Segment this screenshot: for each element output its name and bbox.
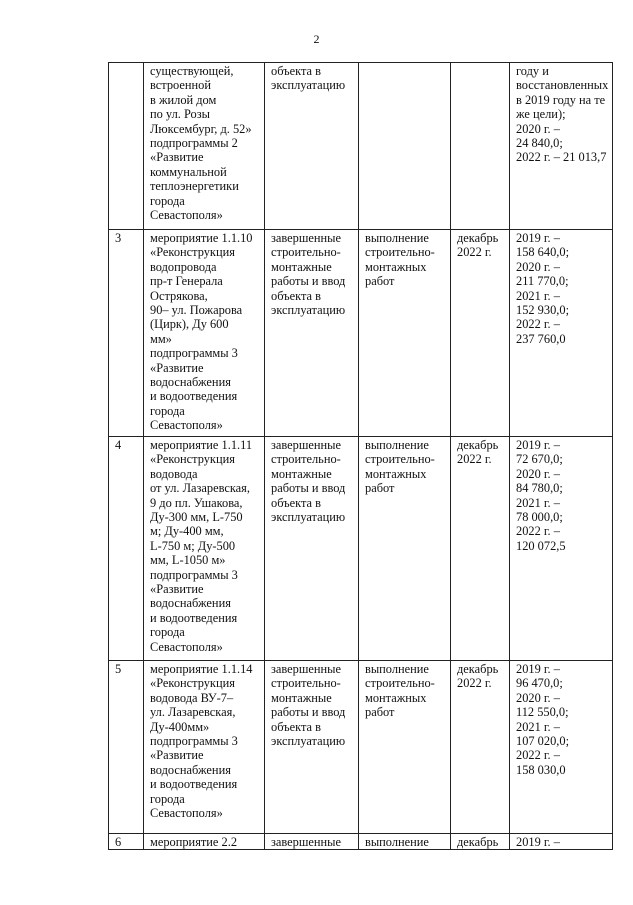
cell-text-line: подпрограммы 3	[150, 346, 238, 361]
cell-text-line: «Реконструкция	[150, 676, 235, 691]
cell-text-line: 2022 г.	[457, 245, 492, 260]
cell-text-line: водоснабжения	[150, 375, 231, 390]
cell-text-line: мм, L-1050 м»	[150, 553, 226, 568]
cell-text-line: в 2019 году на те	[516, 92, 606, 107]
row-number-cell	[109, 63, 144, 230]
deadline-cell	[451, 230, 510, 437]
cell-text-line: монтажные	[271, 466, 332, 481]
table-row	[109, 661, 613, 834]
cell-text-line: эксплуатацию	[271, 510, 346, 525]
cell-text-line: «Развитие	[150, 360, 204, 375]
funding-cell	[510, 230, 613, 437]
cell-text-line: мероприятие 1.1.10	[150, 231, 253, 245]
indicator-cell	[359, 230, 451, 437]
cell-text-line: объекта в	[271, 719, 321, 734]
measure-name-cell	[144, 437, 265, 661]
cell-text-line: мероприятие 2.2	[150, 835, 238, 849]
cell-text-line: восстановленных	[516, 78, 609, 93]
cell-text-line: 2020 г. –	[516, 690, 560, 705]
cell-text-line: работы и ввод	[271, 274, 346, 289]
cell-text-line: завершенные	[271, 438, 341, 452]
cell-text-line: и водоотведения	[150, 389, 238, 404]
cell-text-line: Люксембург, д. 52»	[150, 121, 252, 136]
cell-text-line: 2021 г. –	[516, 288, 560, 303]
cell-text-line: же цели);	[516, 107, 566, 122]
table-row	[109, 834, 613, 850]
cell-text-line: 158 030,0	[516, 762, 566, 777]
cell-text-line: строительно-	[271, 452, 341, 467]
cell-text-line: 158 640,0;	[516, 245, 570, 260]
expected-result-cell	[265, 834, 359, 850]
expected-result-cell	[265, 230, 359, 437]
cell-text-line: подпрограммы 3	[150, 734, 238, 749]
row-number-cell: 5	[109, 661, 144, 834]
cell-text-line: Севастополя»	[150, 806, 223, 821]
cell-text-line: строительно-	[271, 676, 341, 691]
expected-result-cell	[265, 63, 359, 230]
deadline-cell	[451, 834, 510, 850]
cell-text-line: 107 020,0;	[516, 734, 570, 749]
cell-text-line: монтажных	[365, 466, 427, 481]
page-number: 2	[313, 32, 320, 46]
cell-text-line: декабрь	[457, 231, 499, 245]
cell-text-line: Острякова,	[150, 288, 208, 303]
cell-text-line: 2022 г. – 21 013,7	[516, 150, 607, 165]
cell-text-line: «Развитие	[150, 748, 204, 763]
cell-text-line: 96 470,0;	[516, 676, 563, 691]
cell-text-line: «Развитие	[150, 150, 204, 165]
cell-text-line: строительно-	[271, 245, 341, 260]
cell-text-line: монтажных	[365, 259, 427, 274]
cell-text-line: работ	[365, 481, 395, 496]
measure-name-cell	[144, 230, 265, 437]
deadline-cell	[451, 437, 510, 661]
cell-text-line: монтажные	[271, 259, 332, 274]
cell-text-line: города	[150, 193, 185, 208]
funding-cell	[510, 834, 613, 850]
cell-text-line: Севастополя»	[150, 208, 223, 223]
cell-text-line: выполнение	[365, 662, 429, 676]
row-number-cell: 3	[109, 230, 144, 437]
cell-text-line: 112 550,0;	[516, 705, 569, 720]
funding-cell	[510, 661, 613, 834]
cell-text-line: 2019 г. –	[516, 231, 560, 245]
funding-cell	[510, 63, 613, 230]
cell-text-line: 90– ул. Пожарова	[150, 303, 243, 318]
cell-text-line: 2020 г. –	[516, 259, 560, 274]
cell-text-line: строительно-	[365, 452, 435, 467]
table-row	[109, 437, 613, 661]
cell-text-line: работ	[365, 705, 395, 720]
cell-text-line: 2022 г. –	[516, 524, 560, 539]
cell-text-line: 9 до пл. Ушакова,	[150, 495, 243, 510]
cell-text-line: от ул. Лазаревская,	[150, 481, 250, 496]
row-number-cell: 4	[109, 437, 144, 661]
cell-text-line: 2021 г. –	[516, 495, 560, 510]
cell-text-line: «Реконструкция	[150, 245, 235, 260]
cell-text-line: Ду-400мм»	[150, 719, 210, 734]
cell-text-line: эксплуатацию	[271, 78, 346, 93]
cell-text-line: мероприятие 1.1.11	[150, 438, 253, 452]
indicator-cell	[359, 834, 451, 850]
cell-text-line: эксплуатацию	[271, 303, 346, 318]
cell-text-line: водоснабжения	[150, 596, 231, 611]
cell-text-line: завершенные	[271, 662, 341, 676]
cell-text-line: водовода	[150, 466, 198, 481]
cell-text-line: мероприятие 1.1.14	[150, 662, 253, 676]
cell-text-line: и водоотведения	[150, 777, 238, 792]
indicator-cell	[359, 63, 451, 230]
cell-text-line: подпрограммы 2	[150, 136, 238, 151]
measures-table-body	[109, 63, 613, 850]
funding-cell	[510, 437, 613, 661]
cell-text-line: теплоэнергетики	[150, 179, 239, 194]
cell-text-line: 2022 г.	[457, 676, 492, 691]
indicator-cell	[359, 661, 451, 834]
deadline-cell	[451, 63, 510, 230]
cell-text-line: водоснабжения	[150, 762, 231, 777]
cell-text-line: водовода ВУ-7–	[150, 690, 234, 705]
cell-text-line: объекта в	[271, 288, 321, 303]
measure-name-cell	[144, 834, 265, 850]
cell-text-line: 152 930,0;	[516, 303, 570, 318]
cell-text-line: подпрограммы 3	[150, 567, 238, 582]
cell-text-line: (Цирк), Ду 600	[150, 317, 229, 332]
deadline-cell	[451, 661, 510, 834]
cell-text-line: 2019 г. –	[516, 438, 560, 452]
cell-text-line: по ул. Розы	[150, 107, 210, 122]
cell-text-line: строительно-	[365, 676, 435, 691]
cell-text-line: города	[150, 791, 185, 806]
cell-text-line: 2022 г.	[457, 452, 492, 467]
cell-text-line: выполнение	[365, 835, 429, 849]
cell-text-line: 72 670,0;	[516, 452, 563, 467]
indicator-cell	[359, 437, 451, 661]
cell-text-line: «Развитие	[150, 582, 204, 597]
cell-text-line: Ду-300 мм, L-750	[150, 510, 243, 525]
cell-text-line: монтажные	[271, 690, 332, 705]
cell-text-line: Севастополя»	[150, 639, 223, 654]
expected-result-cell	[265, 661, 359, 834]
cell-text-line: встроенной	[150, 78, 211, 93]
cell-text-line: 2019 г. –	[516, 835, 560, 849]
cell-text-line: города	[150, 403, 185, 418]
measures-table	[108, 62, 613, 850]
cell-text-line: эксплуатацию	[271, 734, 346, 749]
cell-text-line: 24 840,0;	[516, 136, 563, 151]
cell-text-line: выполнение	[365, 438, 429, 452]
cell-text-line: 2021 г. –	[516, 719, 560, 734]
cell-text-line: существующей,	[150, 64, 234, 78]
cell-text-line: и водоотведения	[150, 610, 238, 625]
cell-text-line: водопровода	[150, 259, 217, 274]
cell-text-line: 211 770,0;	[516, 274, 569, 289]
cell-text-line: 2022 г. –	[516, 748, 560, 763]
cell-text-line: ул. Лазаревская,	[150, 705, 236, 720]
cell-text-line: 2020 г. –	[516, 121, 560, 136]
cell-text-line: 237 760,0	[516, 331, 566, 346]
cell-text-line: «Реконструкция	[150, 452, 235, 467]
cell-text-line: 2020 г. –	[516, 466, 560, 481]
cell-text-line: объекта в	[271, 495, 321, 510]
cell-text-line: 2019 г. –	[516, 662, 560, 676]
cell-text-line: L-750 м; Ду-500	[150, 538, 236, 553]
cell-text-line: завершенные	[271, 835, 341, 849]
cell-text-line: декабрь	[457, 438, 499, 452]
cell-text-line: выполнение	[365, 231, 429, 245]
expected-result-cell	[265, 437, 359, 661]
cell-text-line: завершенные	[271, 231, 341, 245]
cell-text-line: 2022 г. –	[516, 317, 560, 332]
measure-name-cell	[144, 63, 265, 230]
cell-text-line: работы и ввод	[271, 705, 346, 720]
cell-text-line: объекта в	[271, 64, 321, 78]
cell-text-line: коммунальной	[150, 164, 227, 179]
cell-text-line: работ	[365, 274, 395, 289]
table-row	[109, 63, 613, 230]
cell-text-line: м; Ду-400 мм,	[150, 524, 224, 539]
table-row	[109, 230, 613, 437]
cell-text-line: 84 780,0;	[516, 481, 563, 496]
cell-text-line: работы и ввод	[271, 481, 346, 496]
cell-text-line: мм»	[150, 331, 172, 346]
cell-text-line: 78 000,0;	[516, 510, 563, 525]
cell-text-line: декабрь	[457, 835, 499, 849]
cell-text-line: строительно-	[365, 245, 435, 260]
cell-text-line: города	[150, 625, 185, 640]
cell-text-line: пр-т Генерала	[150, 274, 223, 289]
cell-text-line: 120 072,5	[516, 538, 566, 553]
cell-text-line: монтажных	[365, 690, 427, 705]
cell-text-line: декабрь	[457, 662, 499, 676]
cell-text-line: году и	[516, 64, 549, 78]
measure-name-cell	[144, 661, 265, 834]
cell-text-line: Севастополя»	[150, 418, 223, 433]
cell-text-line: в жилой дом	[150, 92, 217, 107]
row-number-cell: 6	[109, 834, 144, 850]
